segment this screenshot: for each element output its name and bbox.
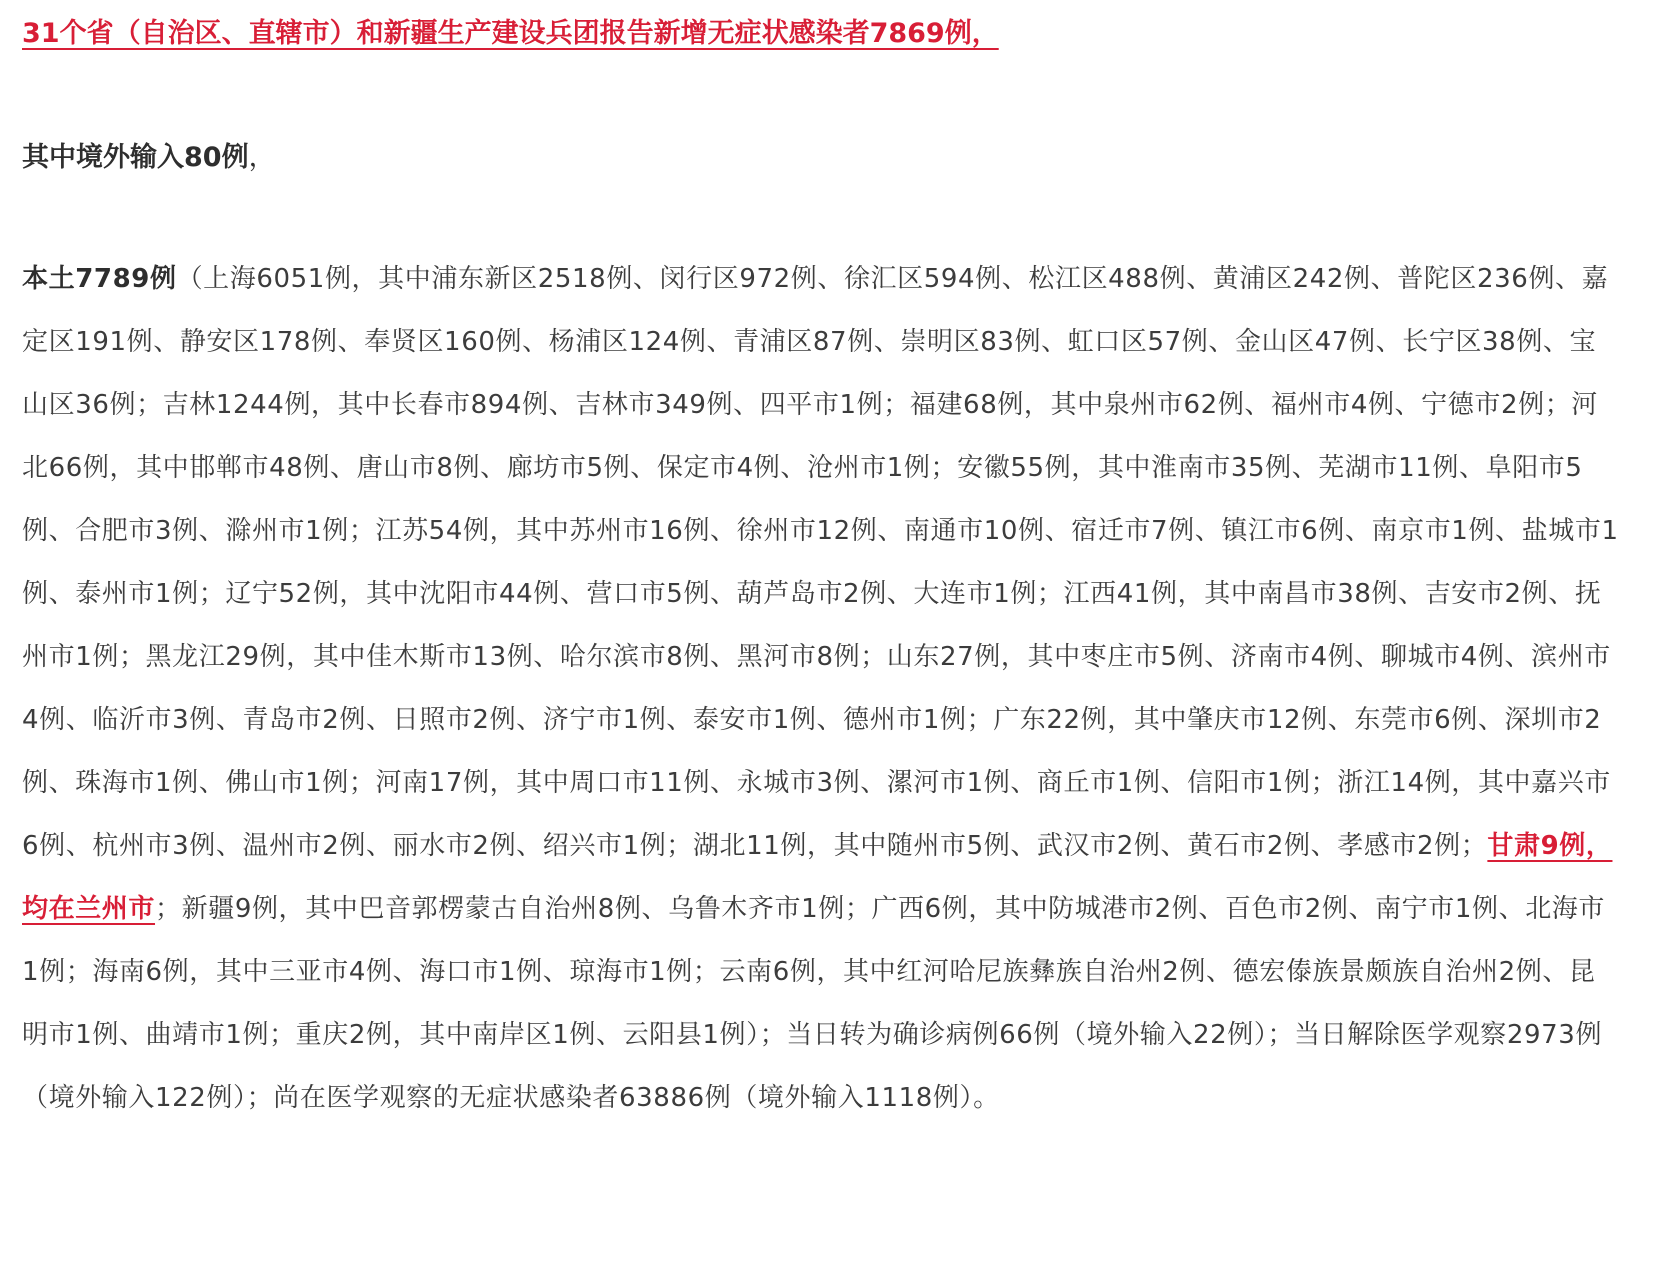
local-cases-breakdown-part2: ；新疆9例，其中巴音郭楞蒙古自治州8例、乌鲁木齐市1例；广西6例，其中防城港市2例、百色市2例、南宁市1例、北海市1例；海南6例，其中三亚市4例、海口市1例、琼海市1例；云南6例，其中红河哈尼族彝族自治州2例、德宏傣族景颇族自治州2例、昆明市1例、曲靖市1例；重庆2例，其中南岸区1例、云阳县1例）；当日转为确诊病例66例（境外输入22例）；当日解除医学观察2973例（境外输入122例）；尚在医学观察的无症状感染者63886例（境外输入1118例）。 xyxy=(22,894,1606,1113)
local-cases-paragraph xyxy=(22,248,1622,1130)
headline-link[interactable]: 31个省（自治区、直辖市）和新疆生产建设兵团报告新增无症状感染者7869例， xyxy=(22,18,999,49)
local-cases-label: 本土7789例 xyxy=(22,264,177,294)
imported-cases-punct: ， xyxy=(248,142,276,173)
local-cases-breakdown-part1: （上海6051例，其中浦东新区2518例、闵行区972例、徐汇区594例、松江区488例、黄浦区242例、普陀区236例、嘉定区191例、静安区178例、奉贤区160例、杨浦区124例、青浦区87例、崇明区83例、虹口区57例、金山区47例、长宁区38例、宝山区36例；吉林1244例，其中长春市894例、吉林市349例、四平市1例；福建68例，其中泉州市62例、福州市4例、宁德市2例；河北66例，其中邯郸市48例、唐山市8例、廊坊市5例、保定市4例、沧州市1例；安徽55例，其中淮南市35例、芜湖市11例、阜阳市5例、合肥市3例、滁州市1例；江苏54例，其中苏州市16例、徐州市12例、南通市10例、宿迁市7例、镇江市6例、南京市1例、盐城市1例、泰州市1例；辽宁52例，其中沈阳市44例、营口市5例、葫芦岛市2例、大连市1例；江西41例，其中南昌市38例、吉安市2例、抚州市1例；黑龙江29例，其中佳木斯市13例、哈尔滨市8例、黑河市8例；山东27例，其中枣庄市5例、济南市4例、聊城市4例、滨州市4例、临沂市3例、青岛市2例、日照市2例、济宁市1例、泰安市1例、德州市1例；广东22例，其中肇庆市12例、东莞市6例、深圳市2例、珠海市1例、佛山市1例；河南17例，其中周口市11例、永城市3例、漯河市1例、商丘市1例、信阳市1例；浙江14例，其中嘉兴市6例、杭州市3例、温州市2例、丽水市2例、绍兴市1例；湖北11例，其中随州市5例、武汉市2例、黄石市2例、孝感市2例； xyxy=(22,264,1619,861)
gansu-highlight-link[interactable]: 甘肃9例，均在兰州市 xyxy=(22,831,1613,924)
imported-cases-line xyxy=(22,138,276,178)
imported-cases-label: 其中境外输入80例 xyxy=(22,142,249,173)
news-article xyxy=(22,14,1622,1113)
